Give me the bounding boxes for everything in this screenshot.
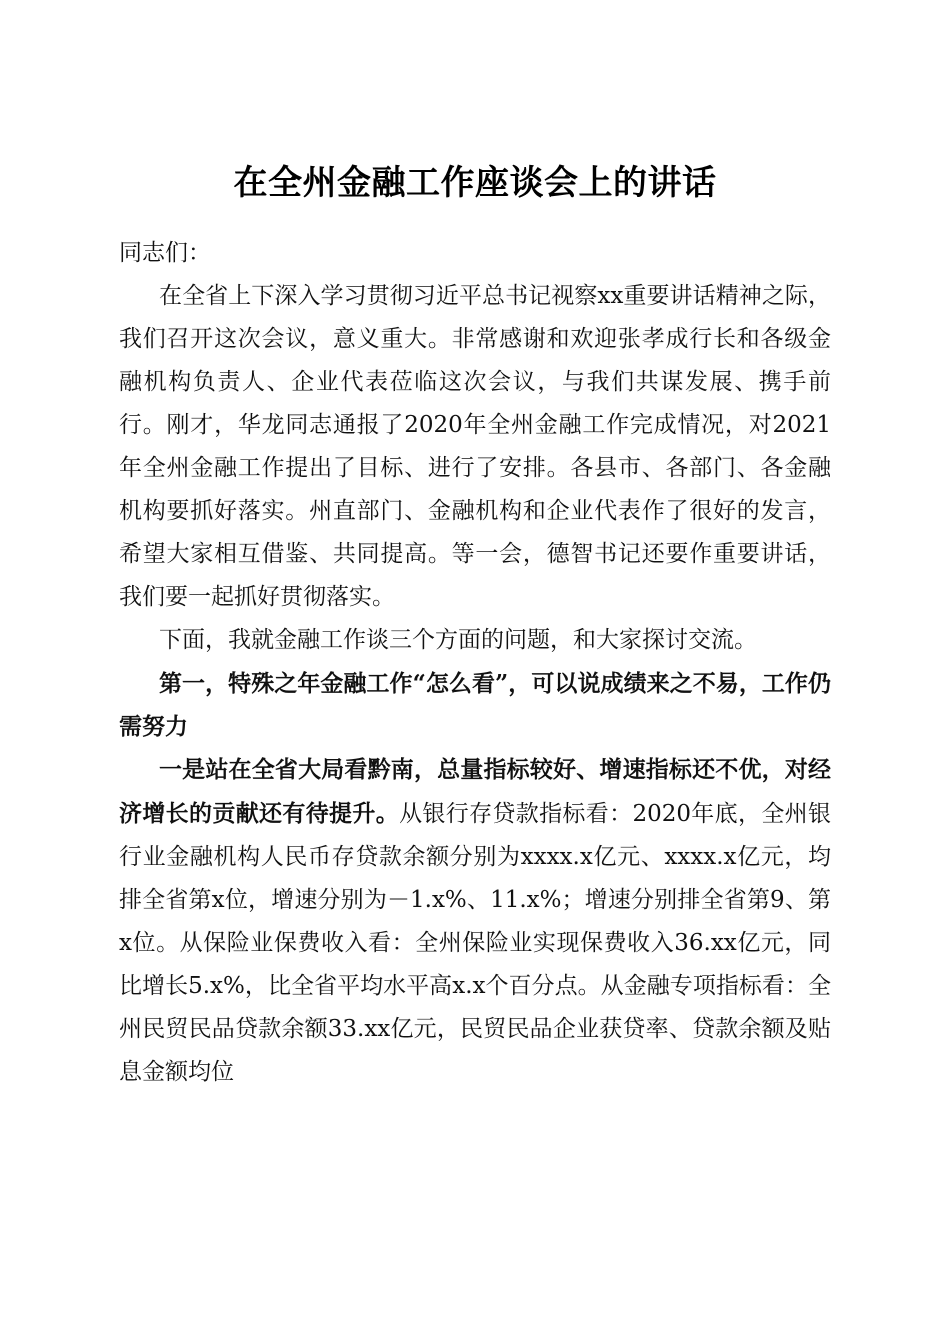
document-title: 在全州金融工作座谈会上的讲话: [233, 162, 717, 203]
salutation: 同志们：: [119, 240, 211, 266]
paragraph-opening: 在全省上下深入学习贯彻习近平总书记视察xx重要讲话精神之际，我们召开这次会议，意义重大。非常感谢和欢迎张孝成行长和各级金融机构负责人、企业代表莅临这次会议，与我们共谋发展、携手前行。刚才，华龙同志通报了2020年全州金融工作完成情况，对2021年全州金融工作提出了目标、进行了安排。各县市、各部门、各金融机构要抓好落实。州直部门、金融机构和企业代表作了很好的发言，希望大家相互借鉴、共同提高。等一会，德智书记还要作重要讲话，我们要一起抓好贯彻落实。: [119, 283, 831, 610]
paragraph-intro: 下面，我就金融工作谈三个方面的问题，和大家探讨交流。: [159, 627, 757, 653]
section-heading-first: 第一，特殊之年金融工作“怎么看”，可以说成绩来之不易，工作仍需努力: [119, 670, 831, 740]
paragraph-point-one: [119, 748, 831, 1094]
document-body: [119, 232, 831, 1094]
paragraph-point-one-body: 从银行存贷款指标看：2020年底，全州银行业金融机构人民币存贷款余额分别为xxxx.x亿元、xxxx.x亿元，均排全省第x位，增速分别为－1.x%、11.x%；增速分别排全省第9、第x位。从保险业保费收入看：全州保险业实现保费收入36.xx亿元，同比增长5.x%，比全省平均水平高x.x个百分点。从金融专项指标看：全州民贸民品贷款余额33.xx亿元，民贸民品企业获贷率、贷款余额及贴息金额均位: [119, 801, 831, 1085]
paragraph-point-one-lead: 一是站在全省大局看黔南，总量指标较好、增速指标还不优，对经济增长的贡献还有待提升。: [119, 756, 831, 827]
